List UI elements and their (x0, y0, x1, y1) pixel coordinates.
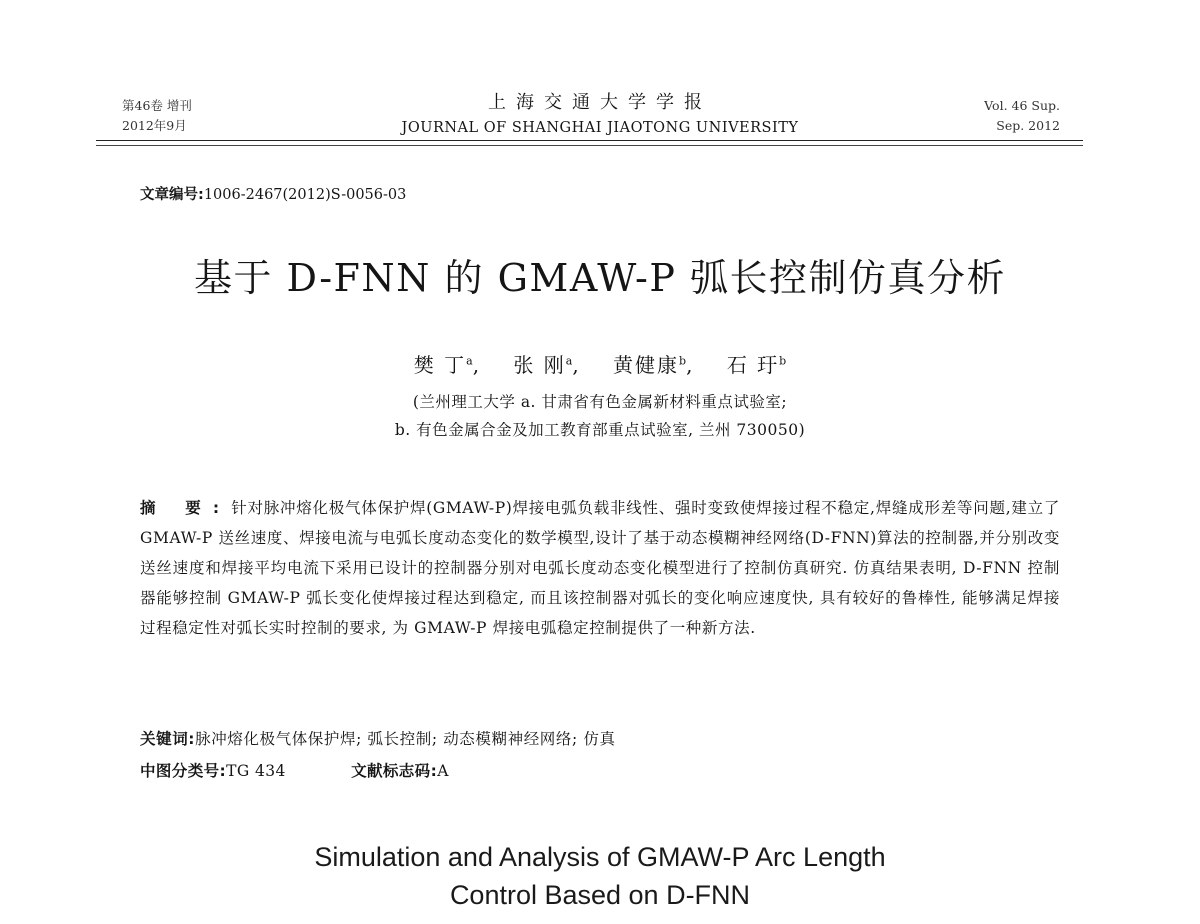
author-affil-mark: a (466, 354, 473, 368)
author-separator: , (686, 353, 695, 377)
clc-value: TG 434 (226, 762, 286, 780)
title-en-line-2: Control Based on D-FNN (449, 880, 751, 910)
paper-title-cn: 基于 D-FNN 的 GMAW-P 弧长控制仿真分析 (193, 256, 1007, 300)
volume-en: Vol. 46 Sup. (984, 98, 1060, 113)
header-right (984, 96, 1060, 136)
paper-title-en (0, 838, 1200, 914)
author-name: 石 玗 (726, 353, 780, 377)
volume-cn: 第46卷 增刊 (122, 98, 192, 113)
classification-line (140, 759, 449, 781)
date-en: Sep. 2012 (996, 118, 1060, 133)
author-name: 黄健康 (613, 353, 680, 377)
header-left (122, 96, 192, 136)
author-affil-mark: b (779, 354, 787, 368)
title-en-line-1: Simulation and Analysis of GMAW-P Arc Length (314, 842, 886, 872)
author-affil-mark: b (679, 354, 687, 368)
abstract-text: 针对脉冲熔化极气体保护焊(GMAW-P)焊接电弧负载非线性、强时变致使焊接过程不稳定,焊缝成形差等问题,建立了 GMAW-P 送丝速度、焊接电流与电弧长度动态变化的数学模型,设计了基于动态模糊神经网络(D-FNN)算法的控制器,并分别改变送丝速度和焊接平均电流下采用已设计的控制器分别对电弧长度动态变化模型进行了控制仿真研究. 仿真结果表明, D-FNN 控制器能够控制 GMAW-P 弧长变化使焊接过程达到稳定, 而且该控制器对弧长的变化响应速度快, 具有较好的鲁棒性, 能够满足焊接过程稳定性对弧长实时控制的要求, 为 GMAW-P 焊接电弧稳定控制提供了一种新方法. (140, 499, 1060, 637)
journal-name-en: JOURNAL OF SHANGHAI JIAOTONG UNIVERSITY (401, 120, 799, 136)
keywords-text: 脉冲熔化极气体保护焊; 弧长控制; 动态模糊神经网络; 仿真 (195, 730, 616, 748)
clc-label: 中图分类号: (140, 762, 227, 780)
author (513, 353, 580, 377)
header-rule-thick (96, 140, 1083, 141)
article-number-value: 1006-2467(2012)S-0056-03 (203, 187, 407, 203)
document-code (351, 762, 449, 780)
affiliation-line-2: b. 有色金属合金及加工教育部重点试验室, 兰州 730050) (394, 421, 806, 439)
author-name: 樊 丁 (413, 353, 467, 377)
author (613, 353, 694, 377)
date-cn: 2012年9月 (122, 118, 187, 133)
article-number (140, 183, 406, 204)
header-rule-thin (96, 145, 1083, 146)
keywords (140, 727, 616, 749)
affiliation (0, 388, 1200, 444)
affiliation-line-1: (兰州理工大学 a. 甘肃省有色金属新材料重点试验室; (412, 393, 788, 411)
abstract (140, 493, 1060, 643)
author-list (0, 349, 1200, 378)
document-code-value: A (437, 762, 449, 780)
journal-masthead (300, 90, 900, 138)
article-number-label: 文章编号: (140, 187, 204, 203)
author-separator: , (572, 353, 581, 377)
keywords-label: 关键词: (140, 730, 196, 748)
author-separator: , (472, 353, 482, 377)
author (727, 353, 786, 377)
document-code-label: 文献标志码: (351, 762, 438, 780)
author-affil-mark: a (565, 354, 573, 368)
journal-name-cn: 上海交通大学学报 (488, 92, 712, 113)
abstract-label: 摘 要: (140, 499, 232, 517)
author (414, 353, 481, 377)
author-name: 张 刚 (513, 353, 566, 377)
